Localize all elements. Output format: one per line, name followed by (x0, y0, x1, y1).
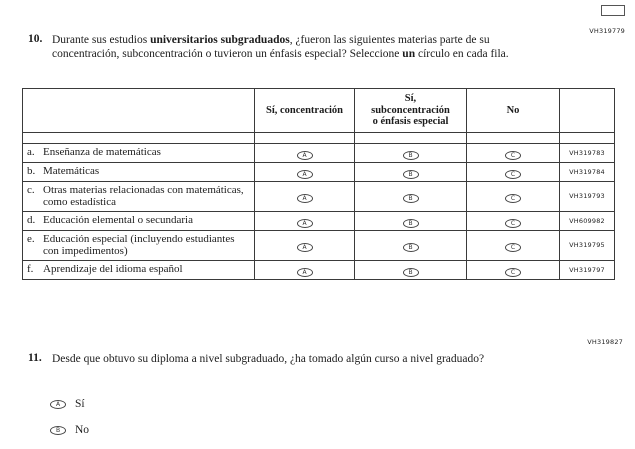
radio-oval-c[interactable]: C (505, 151, 521, 160)
radio-oval-a[interactable]: A (50, 400, 66, 409)
row-code: VH319797 (560, 260, 615, 279)
row-label: Matemáticas (43, 165, 100, 178)
option-cell (255, 260, 355, 279)
spacer-cell (23, 132, 255, 143)
option-cell (255, 230, 355, 260)
header-no: No (467, 89, 560, 133)
question-10-number: 10. (28, 33, 43, 45)
radio-oval-a[interactable]: A (297, 219, 313, 228)
table-spacer-row (23, 132, 615, 143)
row-label-cell (23, 143, 255, 162)
row-letter: d. (27, 214, 36, 227)
header-empty (23, 89, 255, 133)
radio-oval-a[interactable]: A (297, 243, 313, 252)
spacer-cell (255, 132, 355, 143)
header-subc-line2: subconcentración (371, 104, 450, 116)
option-cell (255, 162, 355, 181)
spacer-cell (467, 132, 560, 143)
radio-oval-b[interactable]: B (403, 219, 419, 228)
row-label-cell (23, 230, 255, 260)
table-row-c (23, 181, 615, 211)
row-code: VH319795 (560, 230, 615, 260)
question-11-text: Desde que obtuvo su diploma a nivel subgraduado, ¿ha tomado algún curso a nivel graduado? (52, 353, 485, 365)
q10-text-seg-1: universitarios subgraduados (150, 34, 290, 46)
row-code: VH319783 (560, 143, 615, 162)
radio-oval-c[interactable]: C (505, 243, 521, 252)
radio-oval-b[interactable]: B (403, 151, 419, 160)
question-10 (28, 33, 528, 61)
row-letter: c. (27, 183, 35, 196)
spacer-cell (560, 132, 615, 143)
row-letter: b. (27, 165, 36, 178)
option-cell (355, 143, 467, 162)
question-11 (28, 352, 598, 366)
radio-oval-a[interactable]: A (297, 194, 313, 203)
row-code: VH319793 (560, 181, 615, 211)
row-letter: f. (27, 263, 34, 276)
row-label-cell (23, 211, 255, 230)
option-cell (467, 260, 560, 279)
radio-oval-b[interactable]: B (403, 243, 419, 252)
row-label-cell (23, 181, 255, 211)
header-subc-line1: Sí, (404, 93, 417, 104)
option-cell (467, 181, 560, 211)
row-letter: e. (27, 232, 35, 245)
table-row-e (23, 230, 615, 260)
option-cell (355, 181, 467, 211)
radio-oval-c[interactable]: C (505, 219, 521, 228)
table-row-d (23, 211, 615, 230)
option-cell (255, 181, 355, 211)
row-label: Enseñanza de matemáticas (43, 146, 161, 159)
q10-text-seg-2: , ¿fueron las siguientes materias parte de su concentración, subconcentración o tuvieron un énfasis especial? Seleccione (52, 34, 490, 60)
form-code-q11: VH319827 (587, 338, 623, 346)
option-cell (467, 211, 560, 230)
q11-option-no[interactable] (50, 424, 89, 436)
question-10-text (52, 33, 524, 61)
option-cell (355, 162, 467, 181)
header-si-subconcentracion (355, 89, 467, 133)
table-header-row (23, 89, 615, 133)
row-label: Educación elemental o secundaria (43, 214, 193, 227)
table-row-a (23, 143, 615, 162)
question-10-table (22, 88, 615, 280)
radio-oval-c[interactable]: C (505, 170, 521, 179)
q11-option-si[interactable] (50, 398, 89, 410)
row-label: Aprendizaje del idioma español (43, 263, 183, 276)
question-11-number: 11. (28, 352, 42, 364)
radio-oval-a[interactable]: A (297, 268, 313, 277)
option-cell (255, 143, 355, 162)
row-label-cell (23, 260, 255, 279)
radio-oval-a[interactable]: A (297, 170, 313, 179)
row-label-cell (23, 162, 255, 181)
option-label-si: Sí (75, 398, 85, 410)
radio-oval-b[interactable]: B (50, 426, 66, 435)
row-label: Educación especial (incluyendo estudiantes con impedimentos) (43, 232, 235, 257)
top-right-box (601, 5, 625, 16)
q10-text-seg-4: círculo en cada fila. (415, 48, 509, 60)
q10-text-seg-0: Durante sus estudios (52, 34, 151, 46)
option-cell (355, 230, 467, 260)
table-row-f (23, 260, 615, 279)
row-label: Otras materias relacionadas con matemáticas, como estadística (43, 183, 244, 208)
header-si-concentracion: Sí, concentración (255, 89, 355, 133)
option-cell (255, 211, 355, 230)
form-code-top: VH319779 (589, 27, 625, 35)
option-cell (467, 230, 560, 260)
spacer-cell (355, 132, 467, 143)
row-code: VH609982 (560, 211, 615, 230)
radio-oval-b[interactable]: B (403, 170, 419, 179)
table-row-b (23, 162, 615, 181)
radio-oval-a[interactable]: A (297, 151, 313, 160)
q10-text-seg-3: un (402, 48, 416, 60)
header-code-column (560, 89, 615, 133)
option-cell (467, 162, 560, 181)
question-11-options (50, 398, 89, 449)
option-label-no: No (75, 424, 90, 436)
radio-oval-c[interactable]: C (505, 194, 521, 203)
option-cell (467, 143, 560, 162)
row-letter: a. (27, 146, 35, 159)
radio-oval-b[interactable]: B (403, 268, 419, 277)
row-code: VH319784 (560, 162, 615, 181)
radio-oval-c[interactable]: C (505, 268, 521, 277)
option-cell (355, 211, 467, 230)
header-subc-line3: o énfasis especial (372, 116, 449, 127)
option-cell (355, 260, 467, 279)
radio-oval-b[interactable]: B (403, 194, 419, 203)
